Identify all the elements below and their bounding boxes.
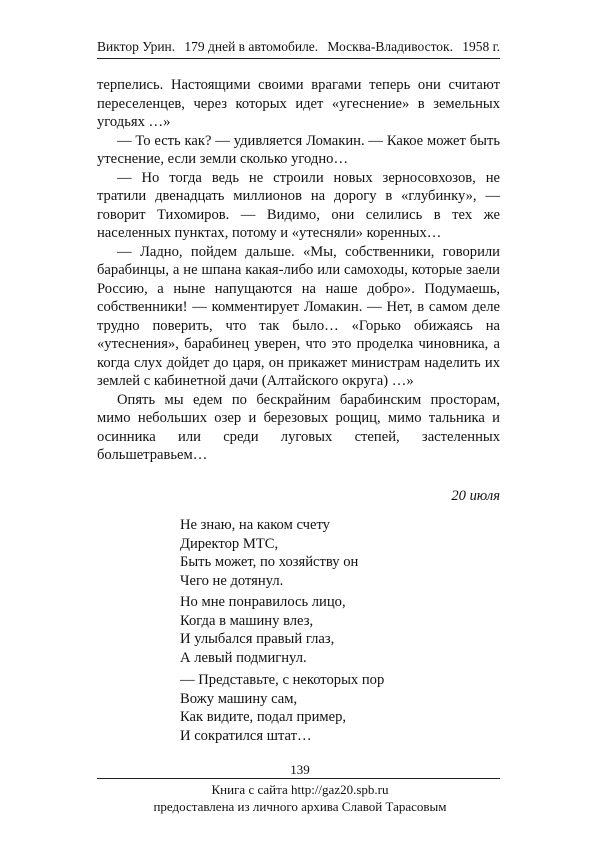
poem-line: Но мне понравилось лицо, <box>180 594 346 610</box>
poem-stanza-2 <box>180 593 440 667</box>
footer-credit: предоставлена из личного архива Славой Тарасовым <box>153 799 447 814</box>
poem-line: Вожу машину сам, <box>180 690 298 707</box>
paragraph-4: — Ладно, пойдем дальше. «Мы, собственники, говорили барабинцы, а не шпана какая-либо или самоходы, которые заели Россию, а ныне напущаются на наше добро». Подумаешь, собственники! — комментирует Ломакин. — Нет, в самом деле трудно поверить, что так было… «Горько обижаясь на «утеснения», барабинец уверен, что это проделка чиновника, а когда слух дойдет до царя, он прикажет министрам наделить их землей с кабинетной дачи (Алтайского округа) …» <box>97 243 500 389</box>
paragraph-2: — То есть как? — удивляется Ломакин. — Какое может быть утеснение, если земли сколько угодно… <box>97 132 500 167</box>
poem-line: — Представьте, с некоторых пор <box>180 672 385 688</box>
entry-date: 20 июля <box>451 488 500 504</box>
body-text <box>97 76 500 465</box>
poem-line: Быть может, по хозяйству он <box>180 554 359 570</box>
footer-rule <box>97 778 500 779</box>
header-title: 179 дней в автомобиле. <box>184 39 319 54</box>
header-year: 1958 г. <box>462 39 500 54</box>
poem-line: Не знаю, на каком счету <box>180 517 330 533</box>
footer-source: Книга с сайта http://gaz20.spb.ru <box>211 782 389 797</box>
footer <box>0 781 600 815</box>
header-rule <box>97 58 500 59</box>
poem-line: Директор МТС, <box>180 535 279 552</box>
poem-stanza-1 <box>180 516 440 590</box>
paragraph-1: терпелись. Настоящими своими врагами теперь они считают переселенцев, через которых идет «угеснение» в земельных угодьях …» <box>97 77 500 130</box>
poem-line: Как видите, подал пример, <box>180 709 347 725</box>
running-header <box>97 39 500 55</box>
header-route: Москва-Владивосток. <box>327 39 453 54</box>
poem-stanza-3 <box>180 671 440 745</box>
paragraph-3: — Но тогда ведь не строили новых зерносовхозов, не тратили двенадцать миллионов на дорогу в «глубинку», — говорит Тихомиров. — Видимо, они селились в тех же населенных пунктах, потому и «утесняли» коренных… <box>97 169 500 241</box>
poem-line: Чего не дотянул. <box>180 572 284 589</box>
poem-line: И улыбался правый глаз, <box>180 631 335 647</box>
page-number: 139 <box>290 762 310 777</box>
poem-line: И сократился штат… <box>180 727 312 744</box>
paragraph-5: Опять мы едем по бескрайним барабинским просторам, мимо небольших озер и березовых рощиц, мимо тальника и осинника или среди луговых степей, застеленных большетравьем… <box>97 391 500 463</box>
poem-line: Когда в машину влез, <box>180 612 314 629</box>
poem-line: А левый подмигнул. <box>180 649 307 666</box>
header-author: Виктор Урин. <box>97 39 176 54</box>
